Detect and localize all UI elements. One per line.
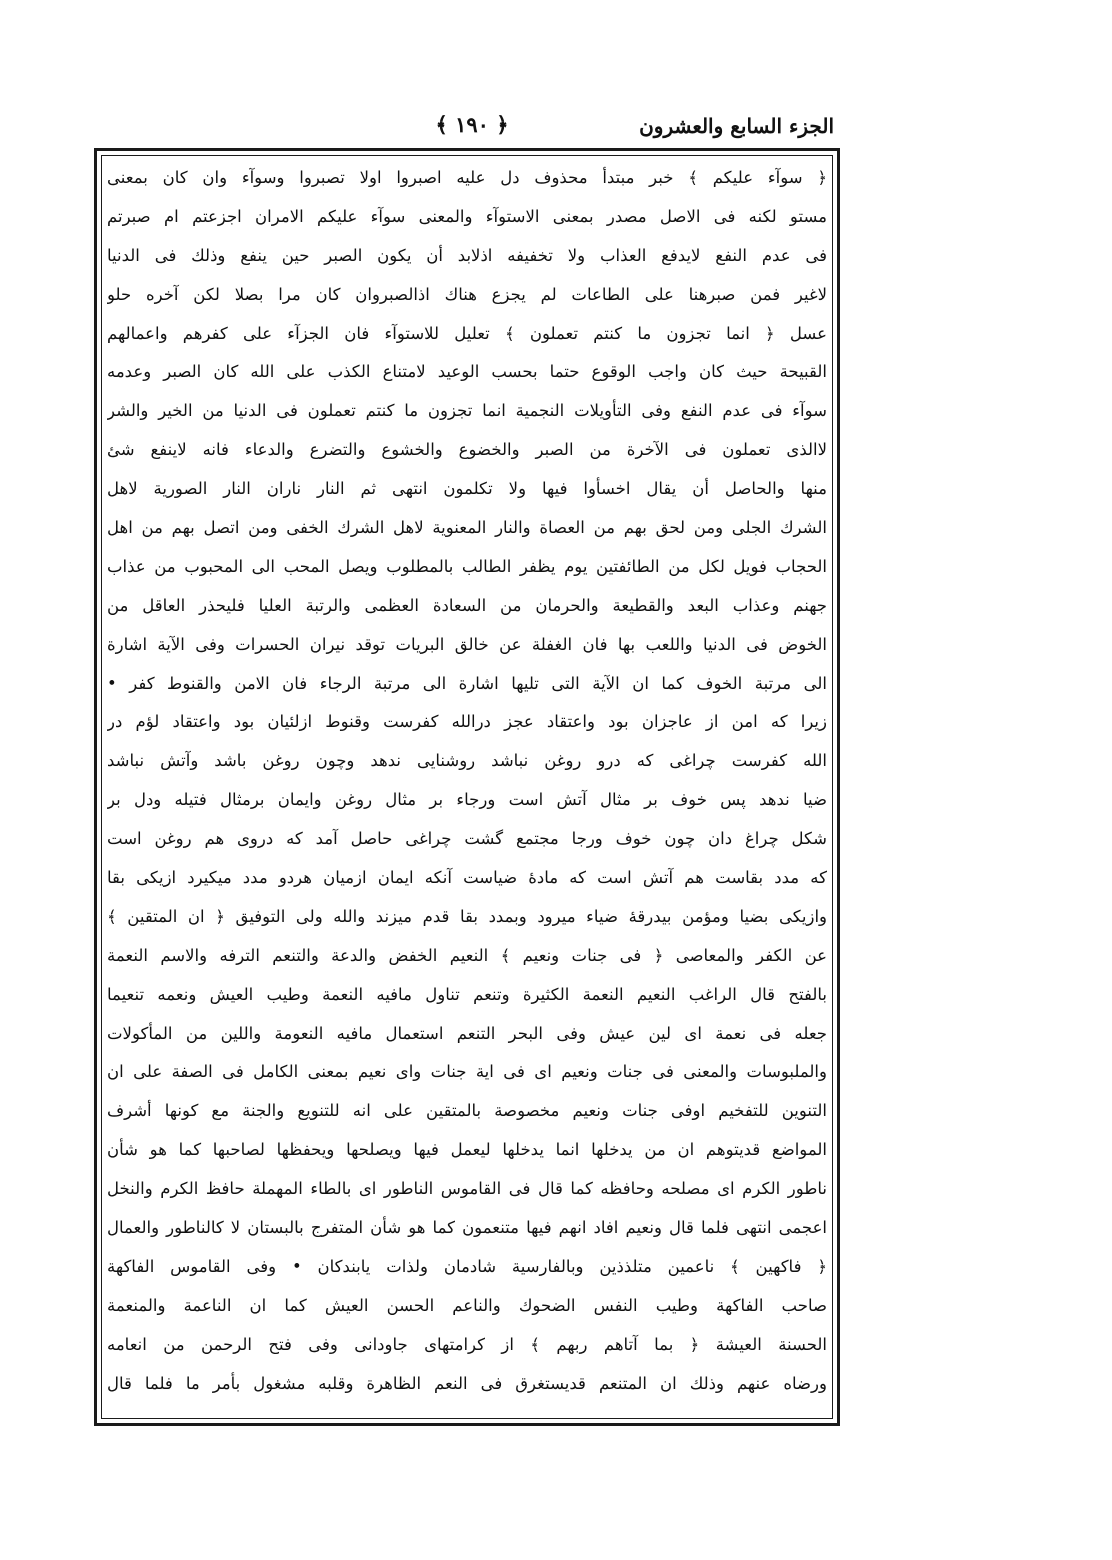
text-line: ﴿ فاكهين ﴾ ناعمين متلذذين وبالفارسية شادمان ولذات يابندكان • وفى القاموس الفاكهة: [107, 1256, 827, 1276]
text-frame: [94, 148, 840, 1426]
text-line: عسل ﴿ انما تجزون ما كنتم تعملون ﴾ تعليل للاستوآء فان الجزآء على كفرهم واعمالهم: [107, 323, 827, 343]
text-line: وازيكى بضيا ومؤمن بيدرقهٔ ضياء ميرود وبمدد بقا قدم ميزند والله ولى التوفيق ﴿ ان المتقين ﴾: [107, 906, 827, 926]
text-line: جعله فى نعمة اى لين عيش وفى البحر التنعم استعمال مافيه النعومة واللين من المأكولات: [107, 1023, 827, 1043]
text-line: فى عدم النفع لايدفع العذاب ولا تخفيفه اذلابد أن يكون الصبر حين ينفع وذلك فى الدنيا: [107, 245, 827, 265]
text-line: اعجمى انتهى فلما قال ونعيم افاد انهم فيها متنعمون كما هو شأن المتفرج بالبستان لا كالناطور والعمال: [107, 1218, 827, 1238]
text-line: كه مدد بقاست هم آتش است كه مادهٔ ضياست آنكه ايمان ازميان هردو مدد ميكيرد ازيكى بقا: [107, 868, 827, 888]
text-line: بالفتح قال الراغب النعيم النعمة الكثيرة وتنعم تناول مافيه النعمة وطيب العيش ونعمه تنعيما: [107, 984, 827, 1004]
text-line: الله كفرست چراغى كه درو روغن نباشد روشنايى ندهد وچون روغن باشد وآتش نباشد: [107, 751, 827, 771]
text-line: جهنم وعذاب البعد والقطيعة والحرمان من السعادة العظمى والرتبة العليا فليحذر العاقل من: [107, 595, 827, 615]
text-line: مستو لكنه فى الاصل مصدر بمعنى الاستوآء والمعنى سوآء عليكم الامران اجزعتم ام صبرتم: [107, 206, 827, 226]
page-number: ﴿ ١٩٠ ﴾: [435, 112, 509, 137]
page-header: [94, 112, 834, 146]
text-line: الحجاب فويل لكل من الطائفتين يوم يظفر الطالب بالمطلوب ويصل المحب الى المحبوب من عذاب: [107, 556, 827, 576]
text-line: التنوين للتفخيم اوفى جنات ونعيم مخصوصة بالمتقين على انه للتنويع والجنة مع كونها أشرف: [107, 1101, 827, 1121]
text-line: الحسنة العيشة ﴿ بما آتاهم ربهم ﴾ از كرامتهاى جاودانى وفى فتح الرحمن من انعامه: [107, 1334, 827, 1354]
text-line: زيرا كه امن از عاجزان بود واعتقاد عجز درالله كفرست وقنوط ازلئيان بود واعتقاد لؤم در: [107, 712, 827, 732]
text-line: ورضاه عنهم وذلك ان المتنعم قديستغرق فى النعم الظاهرة وقلبه مشغول بأمر ما فلما قال: [107, 1373, 827, 1393]
text-line: شكل چراغ دان چون خوف ورجا مجتمع گشت چراغى حاصل آمد كه دروى هم روغن است: [107, 829, 827, 849]
text-line: القبيحة حيث كان واجب الوقوع حتما بحسب الوعيد لامتناع الكذب على الله كان الصبر وعدمه: [107, 362, 827, 382]
text-line: الشرك الجلى ومن لحق بهم من العصاة والنار المعنوية لاهل الشرك الخفى ومن اتصل بهم من اهل: [107, 518, 827, 538]
text-line: ﴿ سوآء عليكم ﴾ خبر مبتدأ محذوف دل عليه اصبروا اولا تصبروا وسوآء وان كان بمعنى: [107, 168, 827, 187]
text-line: منها والحاصل أن يقال اخسأوا فيها ولا تكلمون انتهى ثم النار ناران النار الصورية لاهل: [107, 479, 827, 499]
text-body: [107, 159, 827, 1417]
text-line: سوآء فى عدم النفع وفى التأويلات النجمية انما تجزون ما كنتم تعملون فى الدنيا من الخير والشر: [107, 401, 827, 421]
text-line: ضيا ندهد پس خوف بر مثال آتش است ورجاء بر مثال روغن وايمان برمثال فتيله ودل بر: [107, 790, 827, 810]
text-line: لاغير فمن صبرهنا على الطاعات لم يجزع هناك اذالصبروان كان مرا بصلا لكن آخره حلو: [107, 284, 827, 304]
text-line: عن الكفر والمعاصى ﴿ فى جنات ونعيم ﴾ النعيم الخفض والدعة والتنعم الترفه والاسم النعمة: [107, 945, 827, 965]
text-line: ناطور الكرم اى مصلحه وحافظه كما قال فى القاموس الناطور اى بالطاء المهملة حافظ الكرم والنخل: [107, 1179, 827, 1199]
text-line: صاحب الفاكهة وطيب النفس الضحوك والناعم الحسن العيش كما ان الناعمة والمنعمة: [107, 1295, 827, 1315]
text-line: والملبوسات والمعنى فى جنات ونعيم اى فى اية جنات واى نعيم بمعنى الكامل فى الصفة على ان: [107, 1062, 827, 1082]
text-line: الى مرتبة الخوف كما ان الآية التى تليها اشارة الى مرتبة الرجاء فان الامن والقنوط كفر •: [107, 673, 827, 693]
text-line: المواضع قديتوهم ان من يدخلها انما يدخلها ليعمل فيها ويصلحها ويحفظها لصاحبها كما هو شأن: [107, 1140, 827, 1160]
text-line: الخوض فى الدنيا واللعب بها فان الغفلة عن خالق البريات توقد نيران الحسرات وفى الآية اشارة: [107, 634, 827, 654]
running-title: الجزء السابع والعشرون: [639, 114, 834, 138]
text-line: لاالذى تعملون فى الآخرة من الصبر والخضوع والخشوع والتضرع والدعاء فانه لاينفع شئ: [107, 440, 827, 460]
